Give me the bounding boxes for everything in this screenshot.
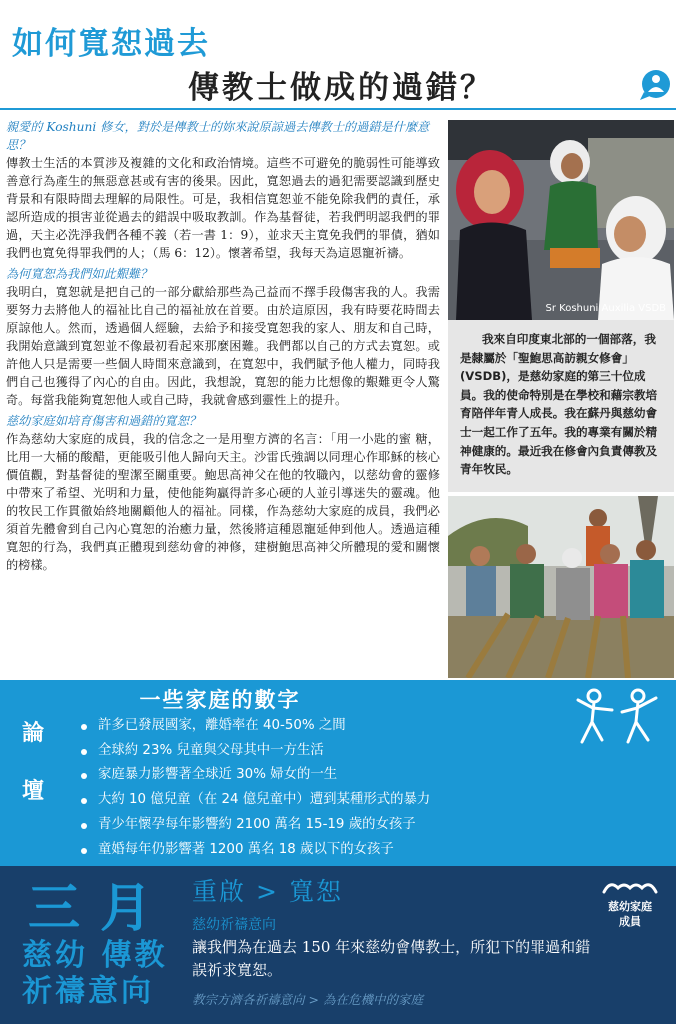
- title-line-2: 傳教士做成的過錯？: [188, 70, 494, 106]
- photo-illustration: [448, 120, 674, 320]
- statistic-item: 全球約 23% 兒童與父母其中一方生活: [78, 739, 558, 764]
- article-paragraph-2: 我明白，寬恕就是把自己的一部分獻給那些為己益而不擇手段傷害我的人。我需要努力去將他人的福祉比自己的福祉放在首要。由於這原因，我有時要花時間去原諒他人。然而，透過個人經驗，去給予和接受寬恕我的家人、朋友和自己時，我開始意識到寬恕並不像最初看起來那麼困難。我們都以自己的方式去寬恕。或許他人只是需要一些個人時間來意識到，在寬恕中，我們賦予他人權力，同時我們自己也獲得了內心的自由。因此，我想說，寬恕的能力比想像的艱難更令人驚奇。每當我能夠寬恕他人或自己時，我就會感到靈性上的提升。: [6, 285, 440, 407]
- author-bio-text: 我來自印度東北部的一個部落，我是隸屬於「聖鮑思高訪親女修會」(VSDB)，是慈幼家庭的第三十位成員。我的使命特別是在學校和藉宗教培育陪伴年青人成長。我在蘇丹與慈幼會士一起工作了五年。我的專業有關於精神健康的。最近我在修會內負責傳教及青年牧民。: [460, 332, 658, 477]
- pope-intention-label: 教宗方濟各祈禱意向: [192, 992, 305, 1007]
- intention-title-line-1: 慈幼 傳教: [22, 938, 168, 973]
- author-bio-box: [448, 320, 674, 492]
- statistic-item: 許多已發展國家，離婚率在 40-50% 之間: [78, 714, 558, 739]
- statistics-title: 一些家庭的數字: [139, 688, 301, 712]
- intention-title-line-2: 祈禱意向: [22, 974, 154, 1009]
- statistic-item: 家庭暴力影響著全球近 30% 婦女的一生: [78, 763, 558, 788]
- salesian-family-logo: [600, 878, 660, 929]
- pope-intention-topic: 為在危機中的家庭: [322, 992, 423, 1007]
- article-column: [6, 118, 440, 574]
- salesian-family-logo-mark: [602, 878, 658, 896]
- prayer-text: 讓我們為在過去 150 年來慈幼會傳教士，所犯下的罪過和錯誤祈求寬恕。: [192, 938, 591, 979]
- section-heading-salesian-family: 慈幼家庭如培育傷害和過錯的寬恕？: [6, 414, 201, 428]
- title-divider: [0, 108, 676, 110]
- dancing-people-icon: [572, 686, 664, 752]
- article-paragraph-1: 傳教士生活的本質涉及複雜的文化和政治情境。這些不可避免的脆弱性可能導致善意行為產生的無惡意甚或有害的後果。因此，寬恕過去的過犯需要認識到歷史背景和有限時間去理解的局限性。可是，我相信寬恕並不能免除我們的責任，承認所造成的損害並從過去的錯誤中吸取教訓。作為基督徒，若我們明認我們的罪過，天主必洗淨我們各種不義（若一書 1：9），並求天主寬免我們的罪債，猶如我們也寬免得罪我們的人；（馬 6：12）。懷著希望，我每天為這恩寵祈禱。: [6, 156, 440, 260]
- photo-group-with-brooms: [448, 496, 674, 678]
- month-label: 三月: [28, 879, 173, 939]
- chat-bubble-icon: [638, 68, 672, 102]
- section-heading-why-hard: 為何寬恕為我們如此艱難？: [6, 267, 153, 281]
- question-heading: 親愛的 Koshuni 修女，對於是傳教士的妳來說原諒過去傳教士的過錯是什麼意思？: [6, 120, 430, 152]
- photo-caption: Sr Koshuni Auxilia VSDB: [545, 303, 666, 314]
- statistics-list: [78, 714, 558, 862]
- title-line-1: 如何寬恕過去: [12, 26, 210, 62]
- prayer-heading: 重啟 > 寬恕: [192, 877, 343, 906]
- pope-intention-separator: >: [304, 992, 323, 1007]
- statistic-item: 大約 10 億兒童（在 24 億兒童中）遭到某種形式的暴力: [78, 788, 558, 813]
- logo-text-line-1: 慈幼家庭: [608, 900, 652, 913]
- forum-label-bottom: 壇: [22, 779, 45, 804]
- prayer-intention-section: [0, 866, 676, 1024]
- statistic-item: 童婚每年仍影響著 1200 萬名 18 歲以下的女孩子: [78, 838, 558, 863]
- photo-illustration-group: [448, 496, 674, 678]
- photo-sisters-smiling: [448, 120, 674, 320]
- article-paragraph-3: 作為慈幼大家庭的成員，我的信念之一是用聖方濟的名言：「用一小匙的蜜 糖，比用一大桶的酸醋，更能吸引他人歸向天主。沙雷氏強調以同理心作耶穌的核心價值觀，對基督徒的聖潔至關重要。鮑思高神父在他的牧職內，以慈幼會的靈修中帶來了希望、光明和力量，使他能夠贏得許多心硬的人並引導迷失的靈魂。他的牧民工作貫徹始終地關顧他人的福祉。同樣，作為慈幼大家庭的成員，我們必須首先體會到自己內心寬恕的治癒力量，然後將這種恩寵延伸到他人。透過這種寬恕的行為，我們真正體現到慈幼會的神修，建樹鮑思高神父所體現的愛和關懷的榜樣。: [6, 432, 440, 572]
- prayer-subheading: 慈幼祈禱意向: [192, 917, 276, 933]
- pope-intention-line: [192, 990, 423, 1008]
- logo-text-line-2: 成員: [619, 915, 641, 928]
- statistic-item: 青少年懷孕每年影響約 2100 萬名 15-19 歲的女孩子: [78, 813, 558, 838]
- family-statistics-section: [0, 680, 676, 866]
- forum-label-top: 論: [22, 721, 45, 746]
